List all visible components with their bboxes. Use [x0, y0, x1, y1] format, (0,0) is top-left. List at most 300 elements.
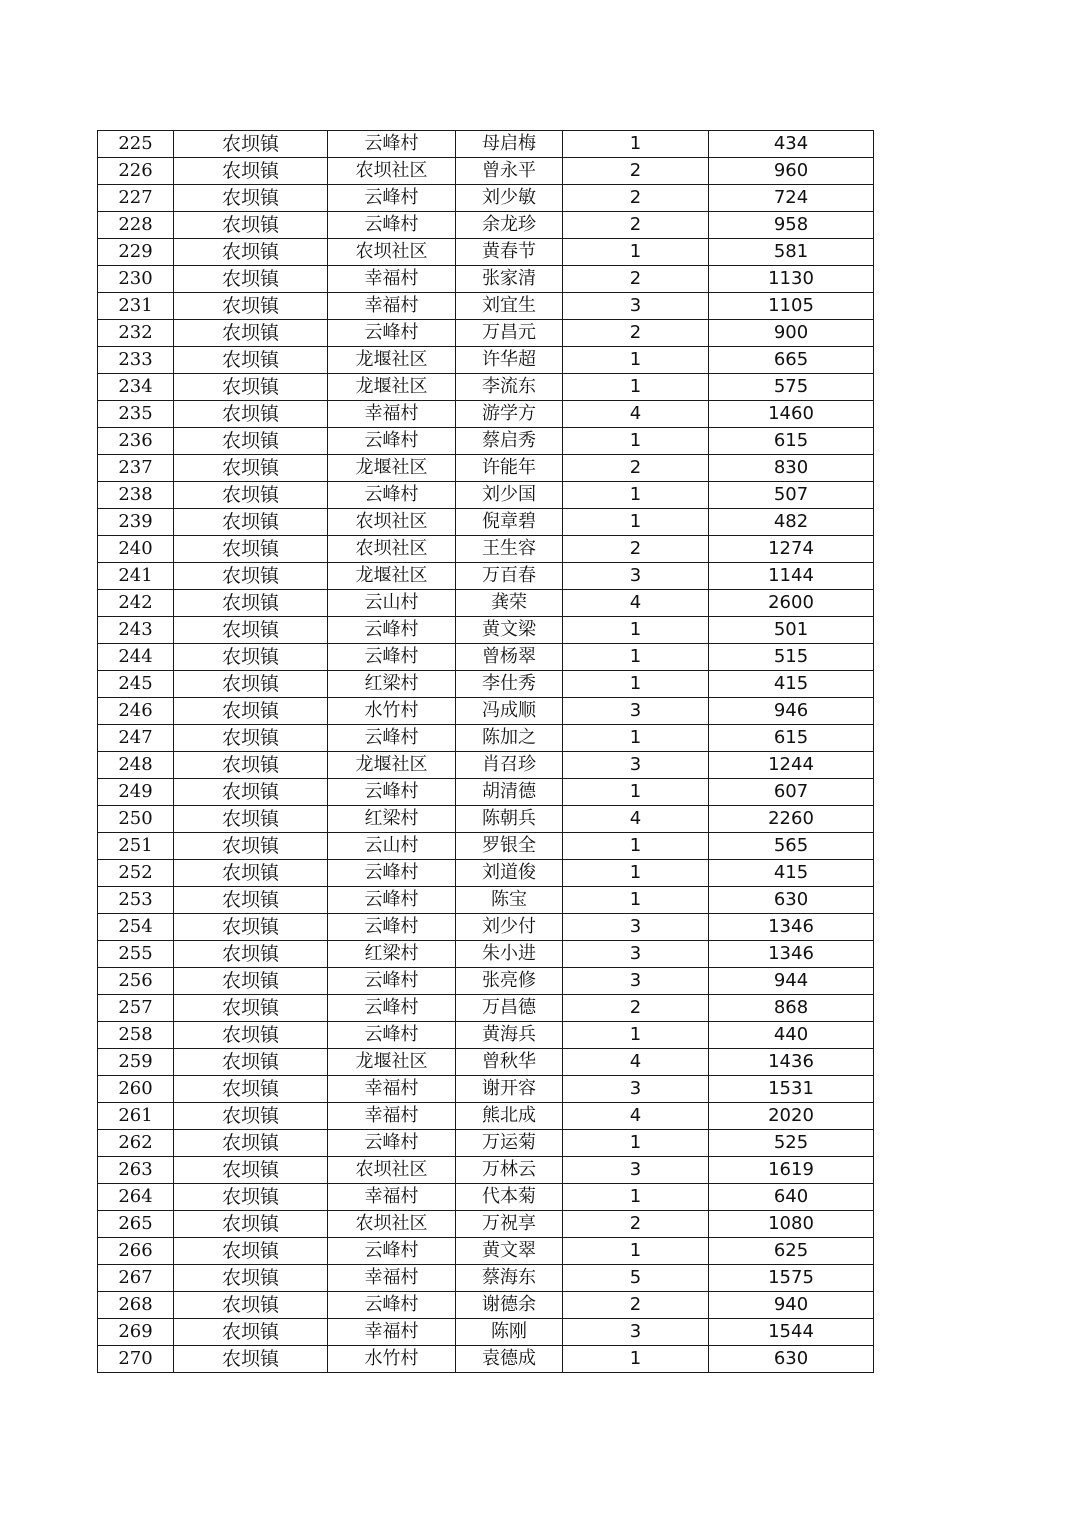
- cell-amount: 607: [709, 779, 874, 806]
- cell-serial-number: 225: [98, 131, 174, 158]
- table-row: [98, 482, 874, 509]
- cell-household-count: 2: [563, 158, 709, 185]
- cell-person-name: 曾杨翠: [456, 644, 563, 671]
- cell-person-name: 陈刚: [456, 1319, 563, 1346]
- cell-amount: 615: [709, 428, 874, 455]
- cell-town: 农坝镇: [174, 320, 328, 347]
- cell-amount: 581: [709, 239, 874, 266]
- cell-town: 农坝镇: [174, 1049, 328, 1076]
- cell-town: 农坝镇: [174, 752, 328, 779]
- cell-amount: 640: [709, 1184, 874, 1211]
- cell-serial-number: 249: [98, 779, 174, 806]
- table-row: [98, 671, 874, 698]
- table-row: [98, 995, 874, 1022]
- cell-amount: 415: [709, 671, 874, 698]
- cell-person-name: 黄海兵: [456, 1022, 563, 1049]
- cell-town: 农坝镇: [174, 1076, 328, 1103]
- cell-household-count: 4: [563, 1049, 709, 1076]
- table-row: [98, 1049, 874, 1076]
- cell-household-count: 1: [563, 860, 709, 887]
- table-row: [98, 752, 874, 779]
- table-row: [98, 1022, 874, 1049]
- table-row: [98, 914, 874, 941]
- table-row: [98, 320, 874, 347]
- cell-town: 农坝镇: [174, 1238, 328, 1265]
- table-row: [98, 536, 874, 563]
- cell-serial-number: 264: [98, 1184, 174, 1211]
- cell-person-name: 陈加之: [456, 725, 563, 752]
- table-row: [98, 1292, 874, 1319]
- cell-serial-number: 231: [98, 293, 174, 320]
- cell-village: 红梁村: [328, 806, 456, 833]
- cell-amount: 1105: [709, 293, 874, 320]
- cell-amount: 946: [709, 698, 874, 725]
- cell-household-count: 2: [563, 455, 709, 482]
- table-row: [98, 293, 874, 320]
- table-row: [98, 428, 874, 455]
- table-row: [98, 347, 874, 374]
- cell-town: 农坝镇: [174, 1184, 328, 1211]
- cell-village: 幸福村: [328, 266, 456, 293]
- cell-town: 农坝镇: [174, 293, 328, 320]
- table-row: [98, 590, 874, 617]
- cell-amount: 940: [709, 1292, 874, 1319]
- cell-town: 农坝镇: [174, 347, 328, 374]
- cell-amount: 1080: [709, 1211, 874, 1238]
- cell-amount: 630: [709, 1346, 874, 1373]
- cell-village: 农坝社区: [328, 158, 456, 185]
- cell-town: 农坝镇: [174, 158, 328, 185]
- cell-amount: 630: [709, 887, 874, 914]
- cell-village: 幸福村: [328, 1319, 456, 1346]
- cell-amount: 501: [709, 617, 874, 644]
- table-row: [98, 833, 874, 860]
- cell-amount: 1130: [709, 266, 874, 293]
- cell-household-count: 1: [563, 509, 709, 536]
- cell-household-count: 2: [563, 266, 709, 293]
- cell-household-count: 1: [563, 887, 709, 914]
- cell-household-count: 2: [563, 1292, 709, 1319]
- cell-village: 云峰村: [328, 1130, 456, 1157]
- cell-serial-number: 239: [98, 509, 174, 536]
- cell-serial-number: 262: [98, 1130, 174, 1157]
- cell-village: 云峰村: [328, 860, 456, 887]
- cell-town: 农坝镇: [174, 995, 328, 1022]
- cell-serial-number: 235: [98, 401, 174, 428]
- cell-person-name: 倪章碧: [456, 509, 563, 536]
- table-row: [98, 941, 874, 968]
- cell-household-count: 3: [563, 914, 709, 941]
- table-row: [98, 455, 874, 482]
- cell-person-name: 肖召珍: [456, 752, 563, 779]
- cell-person-name: 罗银全: [456, 833, 563, 860]
- table-row: [98, 401, 874, 428]
- cell-person-name: 张亮修: [456, 968, 563, 995]
- cell-amount: 830: [709, 455, 874, 482]
- cell-village: 云峰村: [328, 428, 456, 455]
- cell-household-count: 4: [563, 401, 709, 428]
- cell-village: 幸福村: [328, 1076, 456, 1103]
- cell-household-count: 1: [563, 1346, 709, 1373]
- cell-village: 云峰村: [328, 995, 456, 1022]
- cell-serial-number: 257: [98, 995, 174, 1022]
- cell-serial-number: 261: [98, 1103, 174, 1130]
- cell-amount: 482: [709, 509, 874, 536]
- cell-amount: 615: [709, 725, 874, 752]
- cell-person-name: 曾永平: [456, 158, 563, 185]
- cell-village: 云峰村: [328, 617, 456, 644]
- cell-town: 农坝镇: [174, 1211, 328, 1238]
- cell-person-name: 余龙珍: [456, 212, 563, 239]
- cell-village: 龙堰社区: [328, 455, 456, 482]
- cell-household-count: 1: [563, 617, 709, 644]
- cell-amount: 625: [709, 1238, 874, 1265]
- cell-serial-number: 236: [98, 428, 174, 455]
- cell-household-count: 1: [563, 1022, 709, 1049]
- cell-village: 幸福村: [328, 1103, 456, 1130]
- cell-town: 农坝镇: [174, 914, 328, 941]
- cell-person-name: 冯成顺: [456, 698, 563, 725]
- cell-village: 水竹村: [328, 698, 456, 725]
- cell-person-name: 代本菊: [456, 1184, 563, 1211]
- cell-serial-number: 254: [98, 914, 174, 941]
- cell-town: 农坝镇: [174, 806, 328, 833]
- table-row: [98, 698, 874, 725]
- cell-amount: 415: [709, 860, 874, 887]
- cell-serial-number: 230: [98, 266, 174, 293]
- cell-serial-number: 232: [98, 320, 174, 347]
- cell-village: 龙堰社区: [328, 374, 456, 401]
- cell-amount: 1144: [709, 563, 874, 590]
- table-body: [98, 131, 874, 1373]
- cell-household-count: 4: [563, 1103, 709, 1130]
- cell-household-count: 4: [563, 590, 709, 617]
- cell-village: 云峰村: [328, 320, 456, 347]
- cell-household-count: 3: [563, 698, 709, 725]
- cell-person-name: 母启梅: [456, 131, 563, 158]
- cell-village: 龙堰社区: [328, 563, 456, 590]
- table-row: [98, 806, 874, 833]
- cell-amount: 1436: [709, 1049, 874, 1076]
- cell-town: 农坝镇: [174, 887, 328, 914]
- cell-village: 云峰村: [328, 1238, 456, 1265]
- cell-town: 农坝镇: [174, 1157, 328, 1184]
- cell-town: 农坝镇: [174, 590, 328, 617]
- cell-amount: 507: [709, 482, 874, 509]
- cell-amount: 1274: [709, 536, 874, 563]
- cell-town: 农坝镇: [174, 401, 328, 428]
- cell-household-count: 1: [563, 1238, 709, 1265]
- cell-household-count: 1: [563, 428, 709, 455]
- cell-serial-number: 252: [98, 860, 174, 887]
- cell-person-name: 王生容: [456, 536, 563, 563]
- cell-person-name: 刘少敏: [456, 185, 563, 212]
- cell-town: 农坝镇: [174, 239, 328, 266]
- cell-town: 农坝镇: [174, 671, 328, 698]
- cell-village: 农坝社区: [328, 509, 456, 536]
- cell-village: 幸福村: [328, 1265, 456, 1292]
- cell-person-name: 李仕秀: [456, 671, 563, 698]
- cell-village: 云峰村: [328, 482, 456, 509]
- cell-amount: 515: [709, 644, 874, 671]
- cell-household-count: 3: [563, 1157, 709, 1184]
- cell-village: 云峰村: [328, 914, 456, 941]
- table-row: [98, 212, 874, 239]
- cell-town: 农坝镇: [174, 185, 328, 212]
- cell-village: 云峰村: [328, 887, 456, 914]
- cell-village: 幸福村: [328, 1184, 456, 1211]
- cell-serial-number: 250: [98, 806, 174, 833]
- cell-town: 农坝镇: [174, 725, 328, 752]
- cell-household-count: 1: [563, 671, 709, 698]
- table-row: [98, 1238, 874, 1265]
- cell-serial-number: 265: [98, 1211, 174, 1238]
- table-row: [98, 158, 874, 185]
- cell-household-count: 1: [563, 482, 709, 509]
- table-row: [98, 1265, 874, 1292]
- cell-town: 农坝镇: [174, 428, 328, 455]
- cell-village: 云山村: [328, 833, 456, 860]
- cell-serial-number: 234: [98, 374, 174, 401]
- cell-household-count: 1: [563, 779, 709, 806]
- cell-household-count: 1: [563, 131, 709, 158]
- cell-person-name: 谢德余: [456, 1292, 563, 1319]
- cell-serial-number: 255: [98, 941, 174, 968]
- cell-person-name: 万林云: [456, 1157, 563, 1184]
- cell-person-name: 刘少国: [456, 482, 563, 509]
- cell-serial-number: 243: [98, 617, 174, 644]
- cell-amount: 1346: [709, 914, 874, 941]
- table-row: [98, 185, 874, 212]
- table-row: [98, 1211, 874, 1238]
- cell-person-name: 刘宜生: [456, 293, 563, 320]
- cell-town: 农坝镇: [174, 1346, 328, 1373]
- cell-village: 云峰村: [328, 968, 456, 995]
- cell-amount: 525: [709, 1130, 874, 1157]
- cell-town: 农坝镇: [174, 779, 328, 806]
- cell-village: 幸福村: [328, 293, 456, 320]
- table-row: [98, 131, 874, 158]
- cell-serial-number: 258: [98, 1022, 174, 1049]
- cell-person-name: 许能年: [456, 455, 563, 482]
- table-row: [98, 644, 874, 671]
- cell-amount: 434: [709, 131, 874, 158]
- cell-person-name: 陈宝: [456, 887, 563, 914]
- data-table: [97, 130, 874, 1373]
- cell-amount: 960: [709, 158, 874, 185]
- cell-household-count: 1: [563, 1184, 709, 1211]
- cell-serial-number: 253: [98, 887, 174, 914]
- cell-village: 云峰村: [328, 779, 456, 806]
- cell-village: 龙堰社区: [328, 752, 456, 779]
- cell-town: 农坝镇: [174, 131, 328, 158]
- cell-household-count: 2: [563, 1211, 709, 1238]
- cell-serial-number: 247: [98, 725, 174, 752]
- cell-amount: 724: [709, 185, 874, 212]
- cell-village: 水竹村: [328, 1346, 456, 1373]
- table-row: [98, 1076, 874, 1103]
- cell-serial-number: 229: [98, 239, 174, 266]
- cell-amount: 944: [709, 968, 874, 995]
- cell-person-name: 谢开容: [456, 1076, 563, 1103]
- table-row: [98, 779, 874, 806]
- cell-serial-number: 259: [98, 1049, 174, 1076]
- table-row: [98, 1184, 874, 1211]
- cell-town: 农坝镇: [174, 536, 328, 563]
- table-row: [98, 509, 874, 536]
- cell-amount: 440: [709, 1022, 874, 1049]
- cell-serial-number: 242: [98, 590, 174, 617]
- cell-town: 农坝镇: [174, 941, 328, 968]
- cell-amount: 1619: [709, 1157, 874, 1184]
- cell-household-count: 1: [563, 725, 709, 752]
- cell-village: 农坝社区: [328, 1157, 456, 1184]
- cell-amount: 665: [709, 347, 874, 374]
- table-row: [98, 968, 874, 995]
- cell-person-name: 朱小进: [456, 941, 563, 968]
- cell-amount: 1531: [709, 1076, 874, 1103]
- cell-person-name: 蔡海东: [456, 1265, 563, 1292]
- cell-amount: 1544: [709, 1319, 874, 1346]
- cell-household-count: 2: [563, 995, 709, 1022]
- cell-household-count: 5: [563, 1265, 709, 1292]
- cell-person-name: 袁德成: [456, 1346, 563, 1373]
- table-row: [98, 1346, 874, 1373]
- cell-person-name: 曾秋华: [456, 1049, 563, 1076]
- cell-serial-number: 268: [98, 1292, 174, 1319]
- cell-person-name: 熊北成: [456, 1103, 563, 1130]
- cell-town: 农坝镇: [174, 1319, 328, 1346]
- cell-serial-number: 226: [98, 158, 174, 185]
- cell-serial-number: 227: [98, 185, 174, 212]
- cell-household-count: 2: [563, 536, 709, 563]
- cell-town: 农坝镇: [174, 644, 328, 671]
- table-row: [98, 1157, 874, 1184]
- cell-town: 农坝镇: [174, 1292, 328, 1319]
- cell-household-count: 3: [563, 1319, 709, 1346]
- cell-person-name: 刘少付: [456, 914, 563, 941]
- cell-amount: 868: [709, 995, 874, 1022]
- cell-person-name: 游学方: [456, 401, 563, 428]
- cell-person-name: 万昌德: [456, 995, 563, 1022]
- cell-town: 农坝镇: [174, 482, 328, 509]
- table-row: [98, 860, 874, 887]
- cell-town: 农坝镇: [174, 374, 328, 401]
- cell-household-count: 2: [563, 185, 709, 212]
- cell-amount: 565: [709, 833, 874, 860]
- cell-amount: 2600: [709, 590, 874, 617]
- cell-household-count: 3: [563, 941, 709, 968]
- cell-serial-number: 246: [98, 698, 174, 725]
- cell-person-name: 龚荣: [456, 590, 563, 617]
- cell-person-name: 许华超: [456, 347, 563, 374]
- cell-amount: 2020: [709, 1103, 874, 1130]
- cell-household-count: 1: [563, 644, 709, 671]
- cell-town: 农坝镇: [174, 860, 328, 887]
- cell-person-name: 陈朝兵: [456, 806, 563, 833]
- cell-amount: 1575: [709, 1265, 874, 1292]
- table-row: [98, 563, 874, 590]
- cell-town: 农坝镇: [174, 509, 328, 536]
- cell-household-count: 2: [563, 212, 709, 239]
- cell-household-count: 1: [563, 1130, 709, 1157]
- cell-person-name: 黄文梁: [456, 617, 563, 644]
- table-row: [98, 374, 874, 401]
- cell-household-count: 4: [563, 806, 709, 833]
- cell-town: 农坝镇: [174, 698, 328, 725]
- cell-serial-number: 263: [98, 1157, 174, 1184]
- cell-village: 农坝社区: [328, 239, 456, 266]
- cell-person-name: 李流东: [456, 374, 563, 401]
- cell-village: 云峰村: [328, 644, 456, 671]
- cell-village: 农坝社区: [328, 536, 456, 563]
- table-row: [98, 1130, 874, 1157]
- cell-household-count: 1: [563, 833, 709, 860]
- cell-serial-number: 270: [98, 1346, 174, 1373]
- cell-serial-number: 240: [98, 536, 174, 563]
- cell-village: 云峰村: [328, 1022, 456, 1049]
- cell-amount: 575: [709, 374, 874, 401]
- cell-household-count: 3: [563, 1076, 709, 1103]
- cell-person-name: 黄文翠: [456, 1238, 563, 1265]
- cell-serial-number: 256: [98, 968, 174, 995]
- table-row: [98, 266, 874, 293]
- cell-serial-number: 233: [98, 347, 174, 374]
- cell-town: 农坝镇: [174, 212, 328, 239]
- cell-person-name: 万百春: [456, 563, 563, 590]
- cell-village: 云山村: [328, 590, 456, 617]
- table-row: [98, 617, 874, 644]
- cell-town: 农坝镇: [174, 1103, 328, 1130]
- cell-serial-number: 228: [98, 212, 174, 239]
- cell-person-name: 万运菊: [456, 1130, 563, 1157]
- cell-household-count: 3: [563, 563, 709, 590]
- cell-person-name: 黄春节: [456, 239, 563, 266]
- cell-amount: 1460: [709, 401, 874, 428]
- cell-household-count: 3: [563, 752, 709, 779]
- cell-village: 幸福村: [328, 401, 456, 428]
- cell-serial-number: 266: [98, 1238, 174, 1265]
- cell-household-count: 3: [563, 968, 709, 995]
- cell-amount: 900: [709, 320, 874, 347]
- cell-village: 云峰村: [328, 185, 456, 212]
- cell-serial-number: 241: [98, 563, 174, 590]
- cell-person-name: 刘道俊: [456, 860, 563, 887]
- cell-serial-number: 269: [98, 1319, 174, 1346]
- cell-amount: 1346: [709, 941, 874, 968]
- cell-village: 龙堰社区: [328, 1049, 456, 1076]
- cell-household-count: 2: [563, 320, 709, 347]
- cell-serial-number: 251: [98, 833, 174, 860]
- cell-person-name: 万昌元: [456, 320, 563, 347]
- table-row: [98, 1319, 874, 1346]
- cell-town: 农坝镇: [174, 455, 328, 482]
- cell-serial-number: 237: [98, 455, 174, 482]
- cell-household-count: 1: [563, 374, 709, 401]
- cell-village: 红梁村: [328, 671, 456, 698]
- cell-serial-number: 248: [98, 752, 174, 779]
- cell-town: 农坝镇: [174, 266, 328, 293]
- cell-household-count: 1: [563, 239, 709, 266]
- cell-amount: 958: [709, 212, 874, 239]
- cell-amount: 1244: [709, 752, 874, 779]
- cell-village: 云峰村: [328, 131, 456, 158]
- cell-serial-number: 267: [98, 1265, 174, 1292]
- table-row: [98, 887, 874, 914]
- cell-household-count: 1: [563, 347, 709, 374]
- cell-person-name: 胡清德: [456, 779, 563, 806]
- cell-village: 云峰村: [328, 1292, 456, 1319]
